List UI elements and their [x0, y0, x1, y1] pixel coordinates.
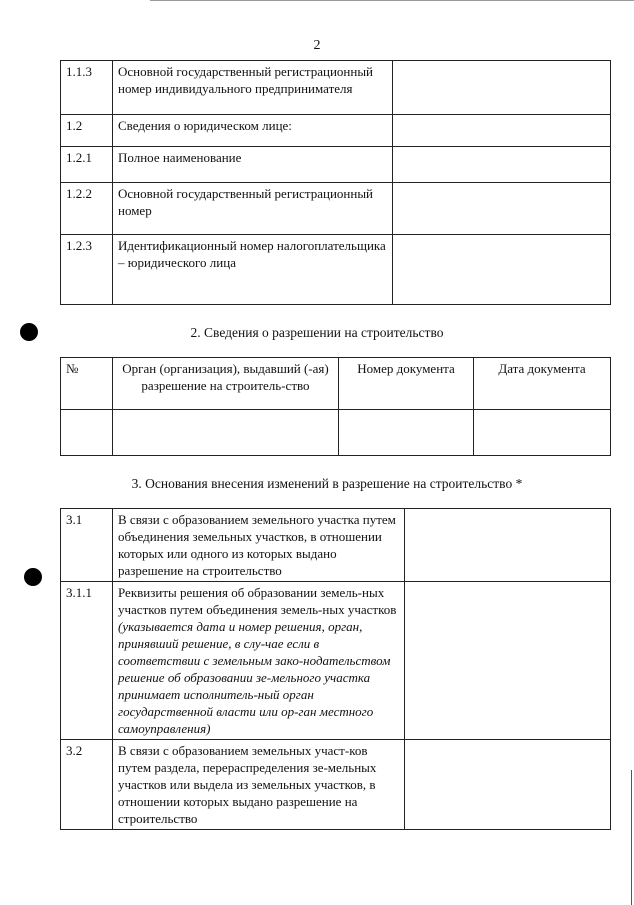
row-number: 3.2 — [61, 740, 113, 830]
row-value[interactable] — [393, 147, 611, 183]
applicant-table — [60, 60, 611, 305]
grounds-table — [60, 508, 611, 830]
row-value[interactable] — [393, 61, 611, 115]
section-2-heading: 2. Сведения о разрешении на строительство — [190, 325, 444, 340]
row-label: Основной государственный регистрационный номер — [113, 183, 393, 235]
permit-table — [60, 357, 611, 456]
row-label: Сведения о юридическом лице: — [113, 115, 393, 147]
table-row — [61, 410, 611, 456]
table-row — [61, 582, 611, 740]
table-row — [61, 740, 611, 830]
top-edge-line — [150, 0, 634, 1]
table-row — [61, 183, 611, 235]
row-label — [113, 509, 405, 582]
row-number: 1.1.3 — [61, 61, 113, 115]
header-authority: Орган (организация), выдавший (-ая) разрешение на строитель-ство — [113, 358, 339, 410]
row-number: 3.1 — [61, 509, 113, 582]
row-value[interactable] — [393, 235, 611, 305]
row-label: Полное наименование — [113, 147, 393, 183]
table-row — [61, 61, 611, 115]
table-header-row — [61, 358, 611, 410]
header-doc-number: Номер документа — [339, 358, 474, 410]
row-label-text: Реквизиты решения об образовании земель-ных участков путем объединения земель-ных участков — [118, 585, 397, 617]
section-3-heading: 3. Основания внесения изменений в разрешение на строительство * — [131, 476, 523, 491]
header-doc-date: Дата документа — [474, 358, 611, 410]
row-label-text: В связи с образованием земельных участ-ков путем раздела, перераспределения зе-мельных участков или выдела из земельных участков, в отношении которых выдано разрешение на строительство — [118, 743, 377, 826]
cell-doc-number[interactable] — [339, 410, 474, 456]
row-label — [113, 582, 405, 740]
row-value[interactable] — [393, 115, 611, 147]
header-number: № — [61, 358, 113, 410]
table-row — [61, 235, 611, 305]
punch-hole-bottom — [24, 568, 42, 586]
cell-authority[interactable] — [113, 410, 339, 456]
table-row — [61, 147, 611, 183]
row-number: 1.2.2 — [61, 183, 113, 235]
row-value[interactable] — [405, 509, 611, 582]
row-value[interactable] — [393, 183, 611, 235]
row-number: 1.2.3 — [61, 235, 113, 305]
row-label-note: (указывается дата и номер решения, орган, принявший решение, в слу-чае если в соответствии с земельным зако-нодательством решение об образовании зе-мельного участка принимает исполнитель-ный орган государственной власти или ор-ган местного самоуправления) — [118, 619, 391, 736]
row-label — [113, 740, 405, 830]
row-label: Идентификационный номер налогоплательщика – юридического лица — [113, 235, 393, 305]
row-value[interactable] — [405, 582, 611, 740]
table-row — [61, 115, 611, 147]
right-edge-line — [631, 770, 632, 905]
row-label-text: В связи с образованием земельного участка путем объединения земельных участков, в отношении которых или одного из которых выдано разрешение на строительство — [118, 512, 396, 578]
row-number: 3.1.1 — [61, 582, 113, 740]
table-row — [61, 509, 611, 582]
row-value[interactable] — [405, 740, 611, 830]
row-number: 1.2.1 — [61, 147, 113, 183]
page-number: 2 — [313, 38, 321, 53]
cell-number[interactable] — [61, 410, 113, 456]
cell-doc-date[interactable] — [474, 410, 611, 456]
row-label: Основной государственный регистрационный номер индивидуального предпринимателя — [113, 61, 393, 115]
row-number: 1.2 — [61, 115, 113, 147]
